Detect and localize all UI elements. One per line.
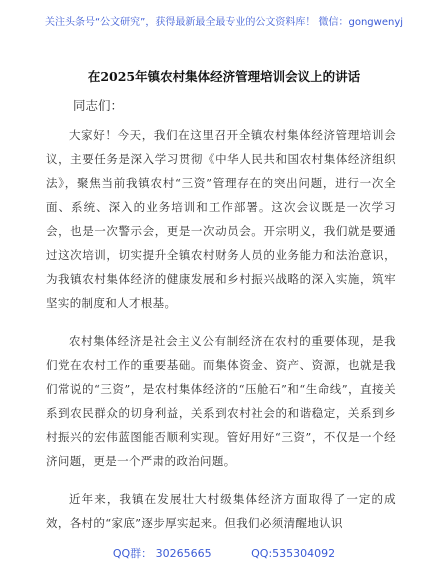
- body-text: [46, 123, 396, 549]
- footer-qq-group: QQ群： 30265665: [112, 547, 212, 560]
- salutation: 同志们：: [73, 98, 124, 113]
- header-promo-note: 关注头条号“公文研究”，获得最新最全最专业的公文资料库！ 微信：gongwenyj: [44, 17, 404, 28]
- paragraph: 大家好！今天，我们在这里召开全镇农村集体经济管理培训会议，主要任务是深入学习贯彻《中华人民共和国农村集体经济组织法》，聚焦当前我镇农村“三资”管理存在的突出问题，进行一次全面、系统、深入的业务培训和工作部署。这次会议既是一次学习会，也是一次警示会，更是一次动员会。开宗明义，我们就是要通过这次培训，切实提升全镇农村财务人员的业务能力和法治意识，为我镇农村集体经济的健康发展和乡村振兴战略的深入实施，筑牢坚实的制度和人才根基。: [46, 128, 396, 310]
- paragraph: 农村集体经济是社会主义公有制经济在农村的重要体现，是我们党在农村工作的重要基础。而集体资金、资产、资源，也就是我们常说的“三资”，是农村集体经济的“压舱石”和“生命线”，直接关系到农民群众的切身利益，关系到农村社会的和谐稳定，关系到乡村振兴的宏伟蓝图能否顺利实现。管好用好“三资”，不仅是一个经济问题，更是一个严肃的政治问题。: [46, 334, 396, 468]
- document-title: 在2025年镇农村集体经济管理培训会议上的讲话: [87, 69, 361, 84]
- paragraph: 近年来，我镇在发展壮大村级集体经济方面取得了一定的成效，各村的“家底”逐步厚实起来。但我们必须清醒地认识: [46, 492, 396, 530]
- footer-contacts: [0, 545, 448, 561]
- footer-qq-number: QQ:535304092: [251, 547, 336, 560]
